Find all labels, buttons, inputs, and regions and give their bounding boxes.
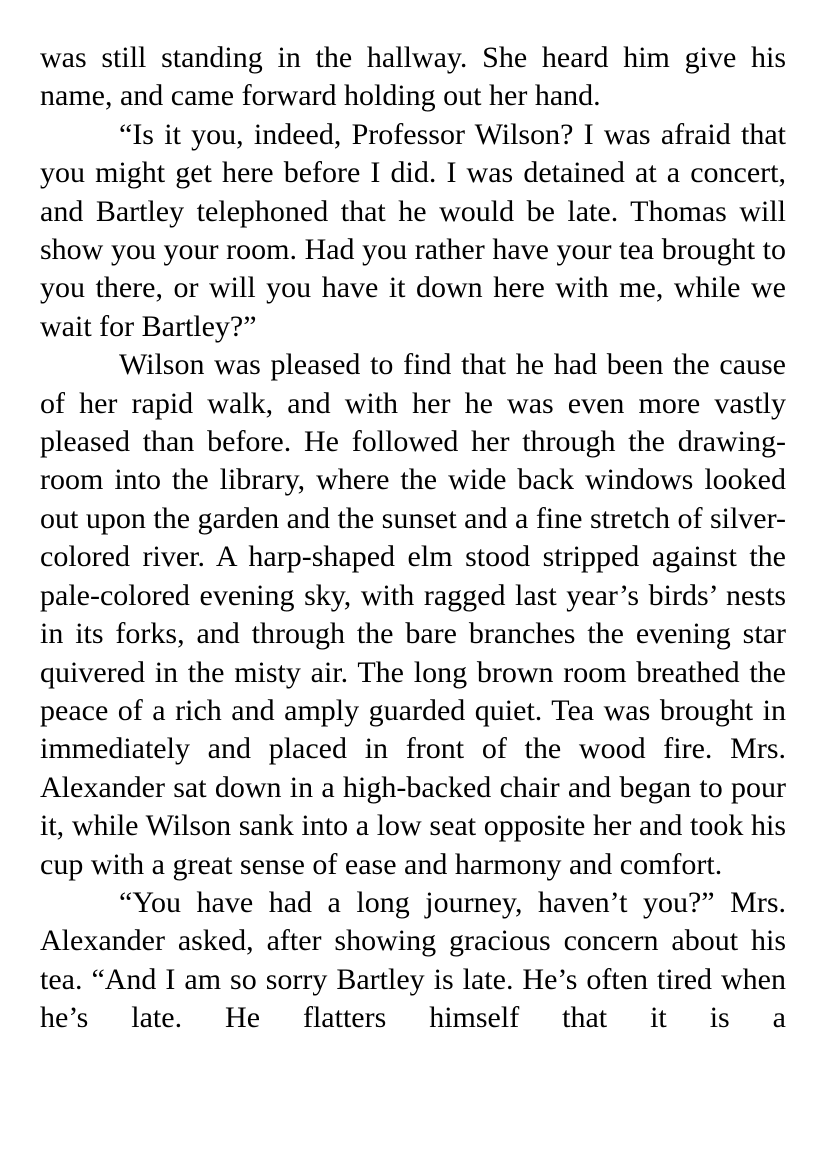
paragraph-2: “Is it you, indeed, Professor Wilson? I was afraid that you might get here before I did. I was detained at a concert, and Bartley telephoned that he would be late. Thomas will show you your room. Had you rather have your tea brought to you there, or will you have it down here with me, while we wait for Bartley?” — [40, 117, 786, 343]
paragraph-4: “You have had a long journey, haven’t you?” Mrs. Alexander asked, after showing gracious concern about his tea. “And I am so sorry Bartley is late. He’s often tired when he’s late. He flatters himself that it is a — [40, 885, 786, 1035]
paragraph-1: was still standing in the hallway. She heard him give his name, and came forward holding out her hand. — [40, 41, 786, 113]
page-body — [40, 39, 786, 1038]
paragraph-3: Wilson was pleased to find that he had been the cause of her rapid walk, and with her he was even more vastly pleased than before. He followed her through the drawing-room into the library, where the wide back windows looked out upon the garden and the sunset and a fine stretch of silver-colored river. A harp-shaped elm stood stripped against the pale-colored evening sky, with ragged last year’s birds’ nests in its forks, and through the bare branches the evening star quivered in the misty air. The long brown room breathed the peace of a rich and amply guarded quiet. Tea was brought in immediately and placed in front of the wood fire. Mrs. Alexander sat down in a high-backed chair and began to pour it, while Wilson sank into a low seat opposite her and took his cup with a great sense of ease and harmony and comfort. — [40, 348, 786, 881]
